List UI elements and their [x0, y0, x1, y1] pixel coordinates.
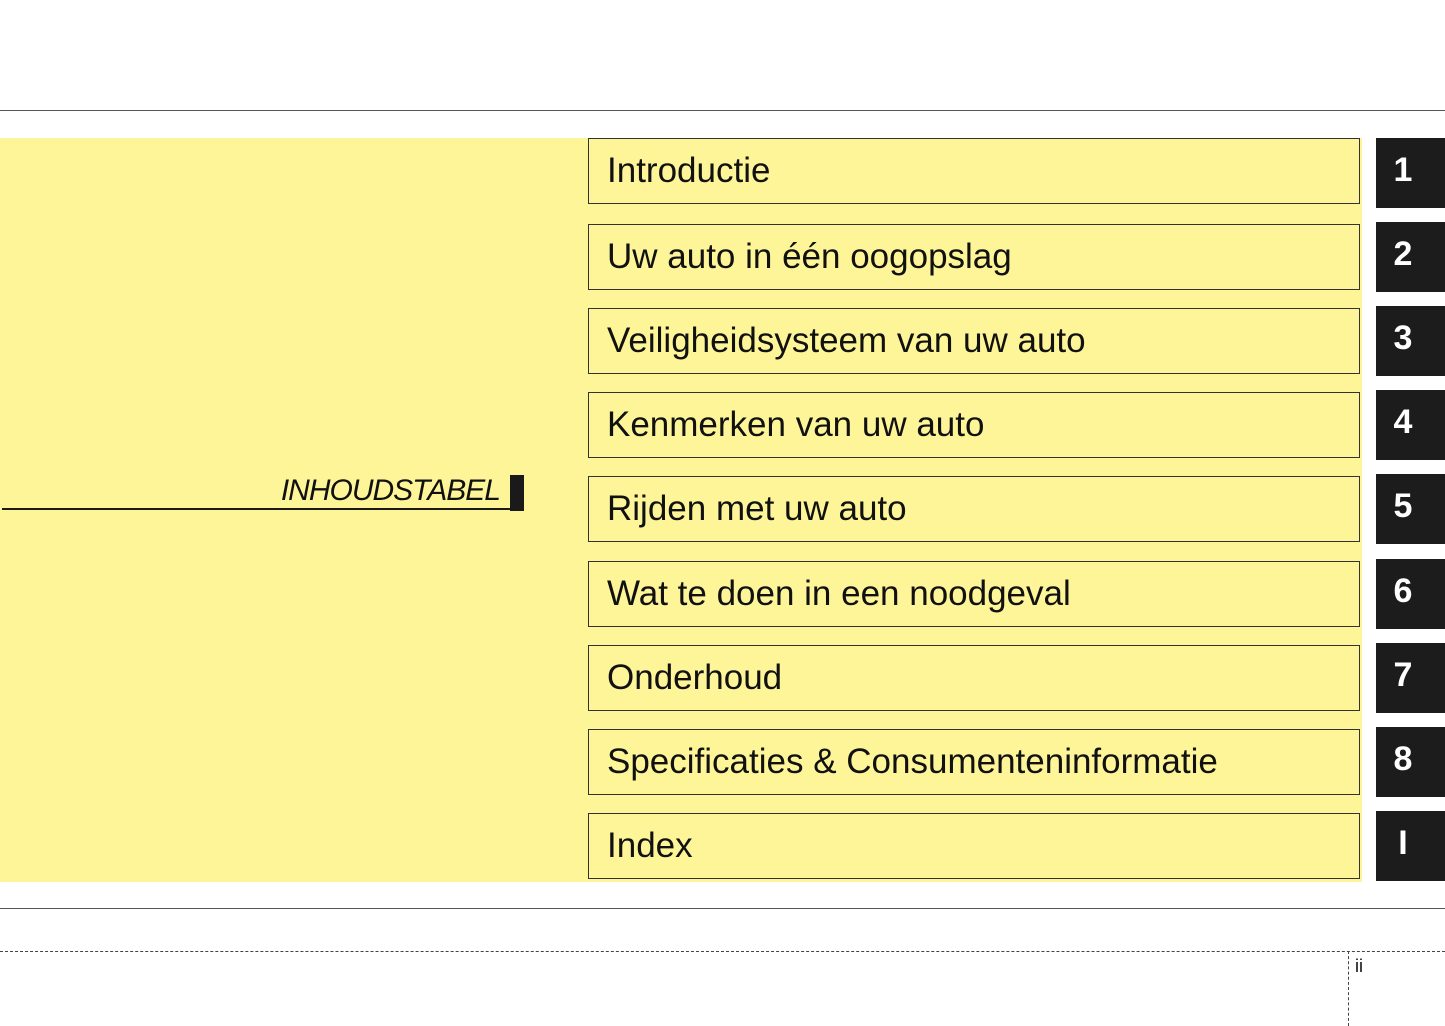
toc-item-veiligheidsysteem[interactable] [588, 308, 1360, 374]
chapter-tab-number: 6 [1393, 572, 1413, 610]
chapter-tab-8[interactable] [1376, 727, 1445, 797]
chapter-tab-1[interactable] [1376, 138, 1445, 208]
toc-item-label: Wat te doen in een noodgeval [607, 574, 1071, 613]
toc-item-noodgeval[interactable] [588, 561, 1360, 627]
chapter-tab-number: 7 [1393, 656, 1413, 694]
toc-item-rijden[interactable] [588, 476, 1360, 542]
top-rule [0, 110, 1445, 111]
toc-item-uw-auto-in-een-oogopslag[interactable] [588, 224, 1360, 290]
chapter-tab-number: I [1398, 824, 1408, 862]
chapter-tab-7[interactable] [1376, 643, 1445, 713]
toc-item-label: Rijden met uw auto [607, 489, 907, 528]
chapter-tab-number: 3 [1393, 319, 1413, 357]
chapter-tab-5[interactable] [1376, 474, 1445, 544]
toc-item-label: Index [607, 826, 693, 865]
chapter-tab-number: 5 [1393, 487, 1413, 525]
chapter-tab-number: 8 [1393, 740, 1413, 778]
toc-item-specificaties[interactable] [588, 729, 1360, 795]
toc-item-onderhoud[interactable] [588, 645, 1360, 711]
page-title: INHOUDSTABEL [280, 474, 500, 507]
footer-dashed-rule [0, 951, 1445, 952]
chapter-tab-3[interactable] [1376, 306, 1445, 376]
chapter-tab-number: 1 [1393, 151, 1413, 189]
toc-item-label: Kenmerken van uw auto [607, 405, 985, 444]
footer-dashed-divider [1348, 951, 1349, 1026]
heading-marker-bar [510, 475, 524, 511]
toc-item-label: Uw auto in één oogopslag [607, 237, 1012, 276]
chapter-tab-4[interactable] [1376, 390, 1445, 460]
chapter-tab-6[interactable] [1376, 559, 1445, 629]
bottom-rule [0, 908, 1445, 909]
chapter-tab-number: 2 [1393, 235, 1413, 273]
toc-item-kenmerken[interactable] [588, 392, 1360, 458]
chapter-tab-number: 4 [1393, 403, 1413, 441]
toc-item-index[interactable] [588, 813, 1360, 879]
toc-item-label: Veiligheidsysteem van uw auto [607, 321, 1086, 360]
page-number: ii [1355, 956, 1363, 976]
toc-item-label: Introductie [607, 151, 771, 190]
chapter-tab-2[interactable] [1376, 222, 1445, 292]
toc-item-label: Specificaties & Consumenteninformatie [607, 742, 1218, 781]
toc-item-label: Onderhoud [607, 658, 783, 697]
toc-item-introductie[interactable] [588, 138, 1360, 204]
chapter-tab-index[interactable] [1376, 811, 1445, 881]
